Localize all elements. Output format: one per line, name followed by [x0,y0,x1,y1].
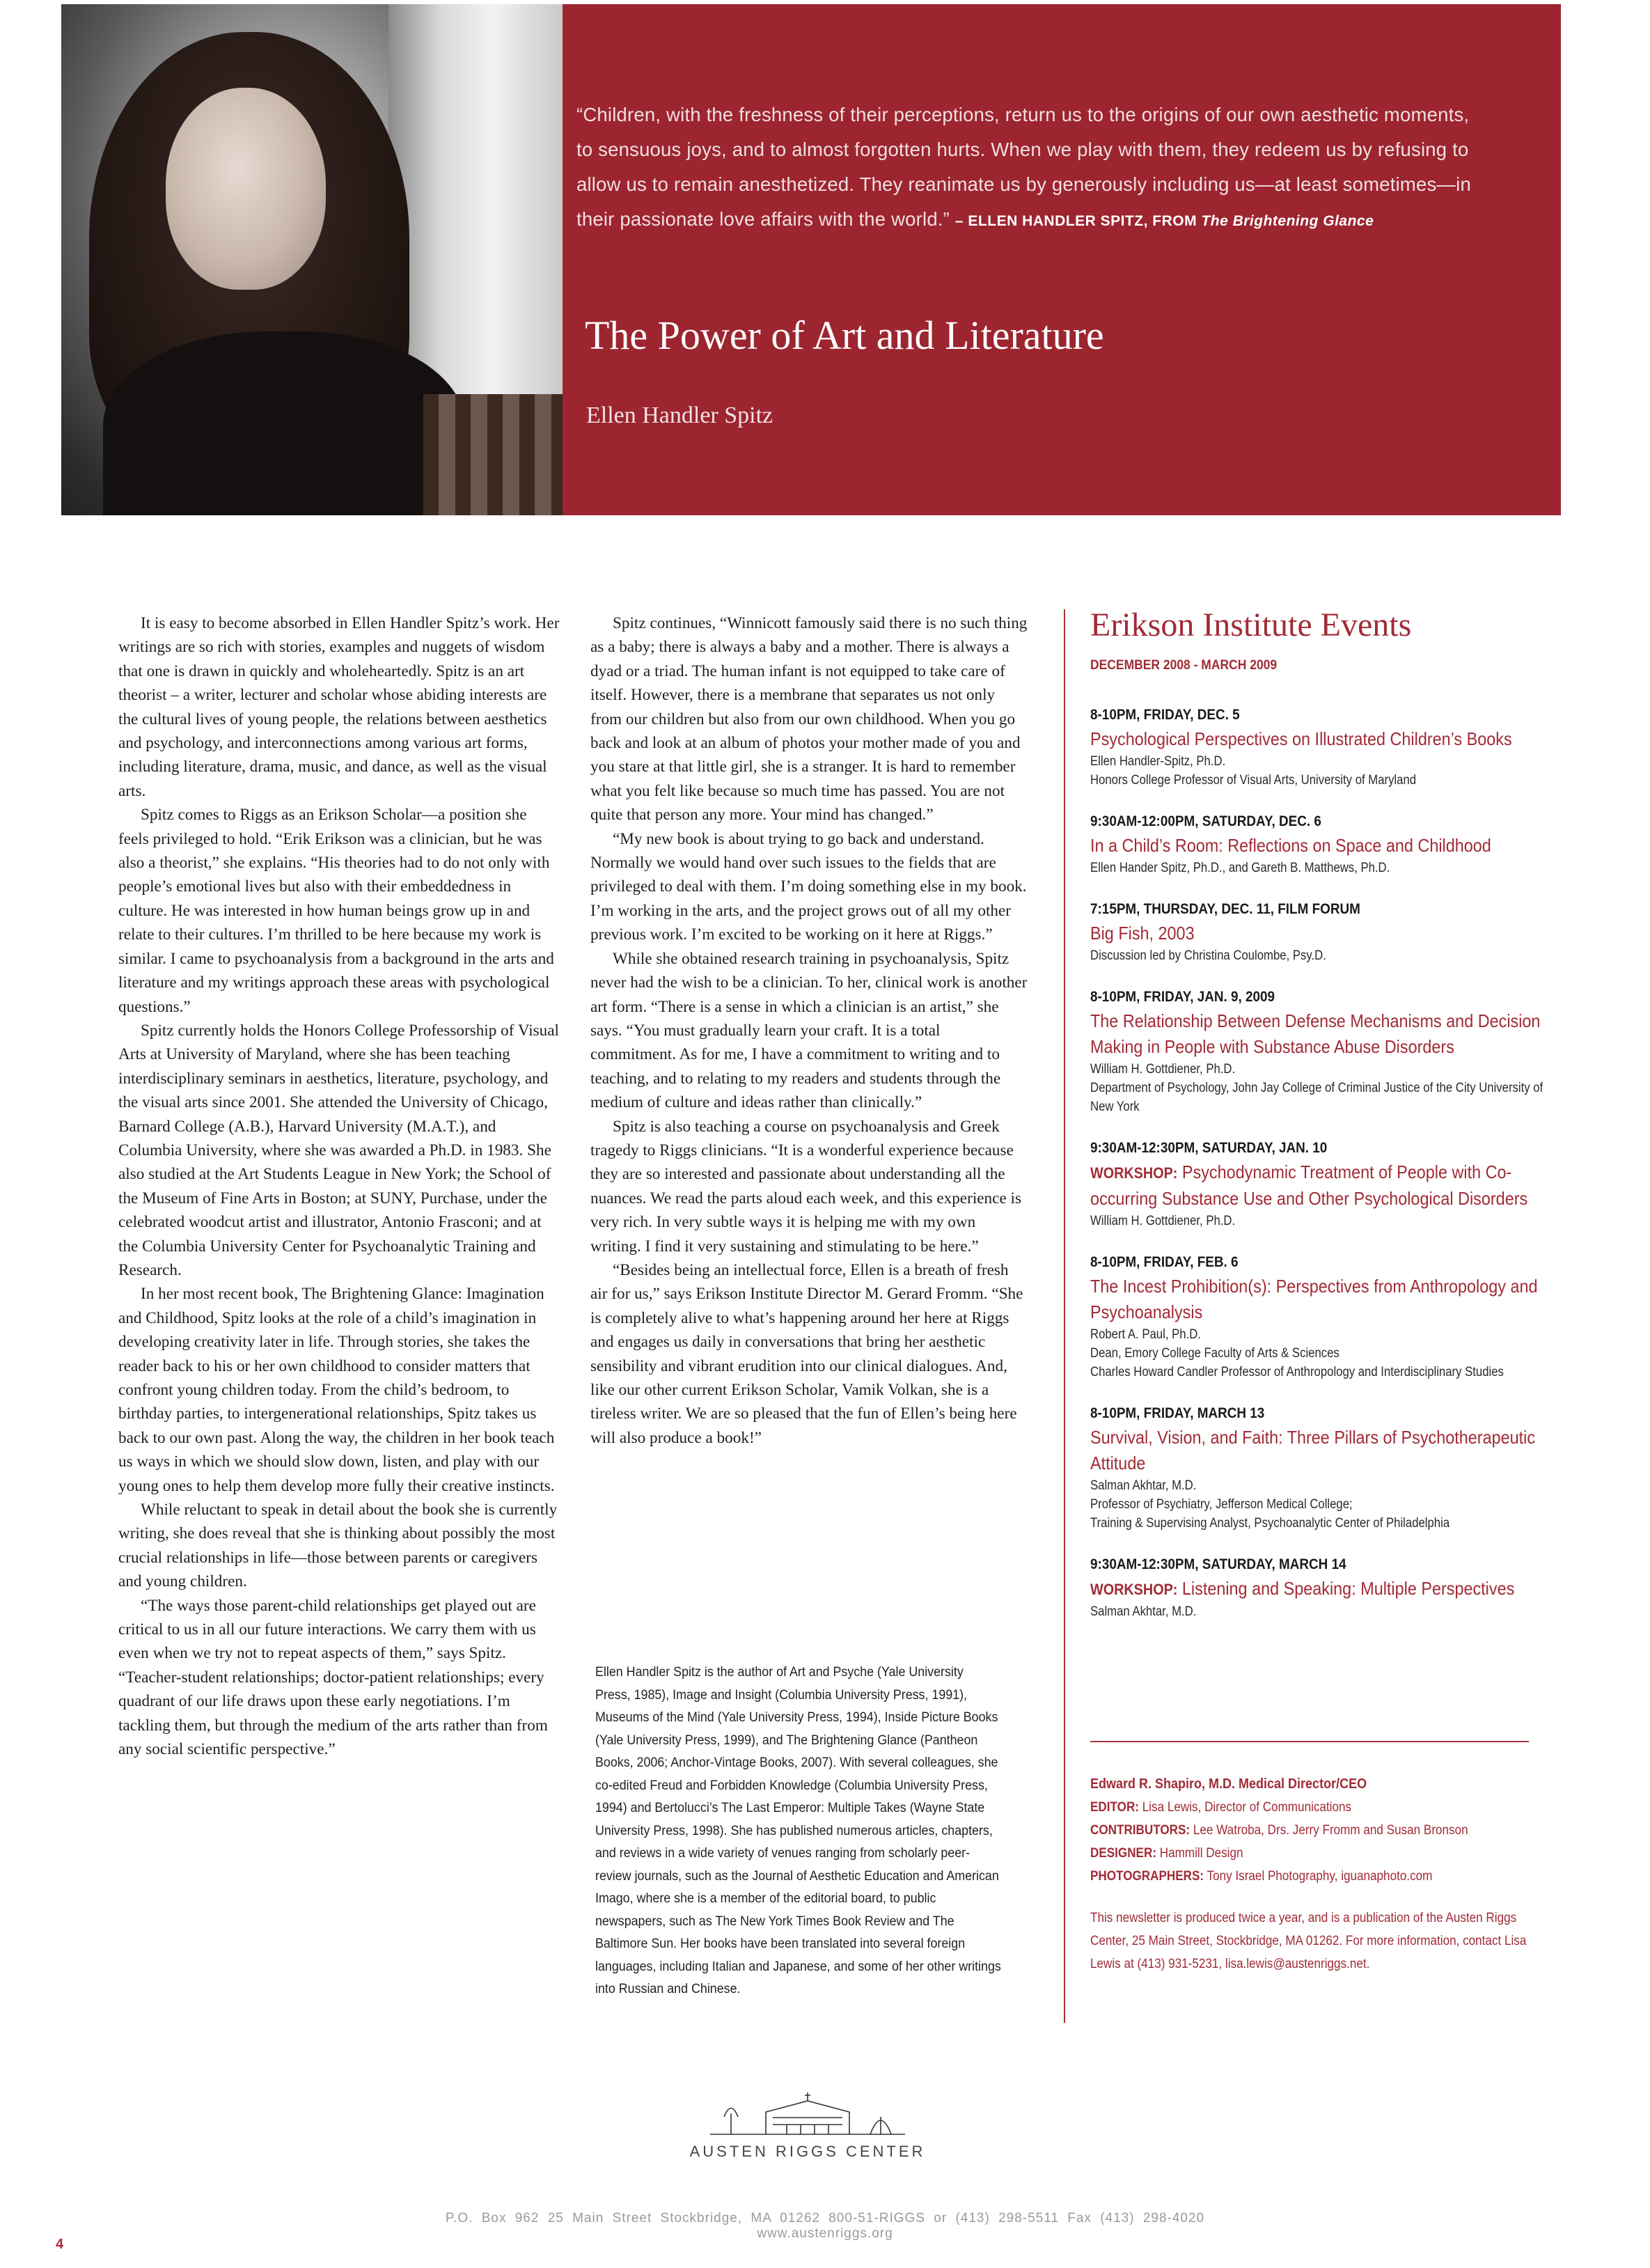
event-speaker-info: Robert A. Paul, Ph.D. [1090,1327,1201,1342]
event-list [1090,704,1564,1621]
quote-book: The Brightening Glance [1201,213,1374,229]
paragraph: “Besides being an intellectual force, Ellen is a breath of fresh air for us,” says Erikson Institute Director M. Gerard Fromm. “She is completely alive to what’s happening around her here at Riggs and engages us daily in conversations that bring her aesthetic sensibility and vibrant erudition into our clinical dialogues. And, like our other current Erikson Scholar, Vamik Volkan, she is a tireless writer. We are so pleased that the fun of Ellen’s being here will also produce a book!” [590,1260,1023,1447]
event-speaker-info: Honors College Professor of Visual Arts, University of Maryland [1090,773,1417,788]
event-title-text: In a Child’s Room: Reflections on Space and Childhood [1090,835,1491,856]
header-banner [61,4,1561,515]
paragraph: Spitz continues, “Winnicott famously said there is no such thing as a baby; there is always a baby and a mother. There is always a dyad or a triad. The human infant is not equipped to take care of itself. However, there is a membrane that separates us not only from our children but also from our own childhood. When you go back and look at an album of photos your mother made of you and you stare at that little girl, she is a stranger. It is hard to remember what you felt like because so much time has passed. You are not quite that person any more. Your mind has changed.” [590,614,1028,824]
event-name [1090,1159,1541,1212]
paragraph: While reluctant to speak in detail about the book she is currently writing, she does reveal that she is thinking about possibly the most crucial relationships in life—those between parents or caregivers and young children. [118,1501,558,1591]
event-tag: WORKSHOP: [1090,1581,1178,1598]
event-item [1090,1554,1564,1621]
event-tag: WORKSHOP: [1090,1164,1178,1182]
photo-chair [423,394,563,515]
event-name [1090,1425,1541,1476]
event-title-text: Big Fish, 2003 [1090,923,1195,944]
event-title-text: Psychological Perspectives on Illustrated Children’s Books [1090,728,1512,749]
event-time: 8-10PM, FRIDAY, DEC. 5 [1090,707,1240,723]
director-line: Edward R. Shapiro, M.D. Medical Director/CEO [1090,1776,1367,1792]
paragraph: While she obtained research training in psychoanalysis, Spitz never had the wish to be a clinician. To her, clinical work is another art form. “There is a sense in which a clinician is an artist,” she says. “You must gradually learn your craft. It is a total commitment. As for me, I have a commitment to writing and to teaching, and to relating to my readers and students through the medium of culture and ideas rather than clinically.” [590,949,1028,1112]
paragraph: “My new book is about trying to go back and understand. Normally we would hand over such issues to the fields that are privileged to deal with them. I’m doing something else in my book. I’m working in the arts, and the project grows out of all my other previous work. I’m excited to be working on it here at Riggs.” [590,829,1027,944]
event-speaker-info: Salman Akhtar, M.D. [1090,1604,1197,1619]
paragraph: Spitz is also teaching a course on psychoanalysis and Greek tragedy to Riggs clinicians. “It is a wonderful experience because they are so interested and passionate about understanding all the nuances. We read the parts aloud each week, and this experience is very rich. In very subtle ways it is helping me with my own writing. I find it very sustaining and stimulating to be here.” [590,1117,1021,1256]
banner-quote [576,97,1482,239]
publication-note: This newsletter is produced twice a year, and is a publication of the Austen Riggs Center, 25 Main Street, Stockbridge, MA 01262. For more information, contact Lisa Lewis at (413) 931-5231, lisa.lewis@austenriggs.net. [1090,1911,1527,1971]
footer-address: P.O. Box 962 25 Main Street Stockbridge, MA 01262 800-51-RIGGS or (413) 298-5511 Fax (413) 298-4020 www.austenriggs.org [445,2211,1205,2241]
event-time: 8-10PM, FRIDAY, FEB. 6 [1090,1254,1239,1270]
sidebar-divider [1064,609,1065,2023]
event-speaker-info: Charles Howard Candler Professor of Anthropology and Interdisciplinary Studies [1090,1365,1504,1379]
event-speaker-info: Ellen Handler-Spitz, Ph.D. [1090,754,1226,769]
event-item [1090,898,1564,965]
paragraph: Spitz currently holds the Honors College Professorship of Visual Arts at University of Maryland, where she has been teaching interdisciplinary seminars in aesthetics, literature, psychology, and the visual arts since 2001. She attended the University of Chicago, Barnard College (A.B.), Harvard University (M.A.T.), and Columbia University, where she was awarded a Ph.D. in 1983. She also studied at the Art Students League in New York; the School of the Museum of Fine Arts in Boston; at SUNY, Purchase, under the celebrated woodcut artist and illustrator, Antonio Frasconi; and at the Columbia University Center for Psychoanalytic Training and Research. [118,1021,559,1279]
event-title-text: Listening and Speaking: Multiple Perspectives [1181,1578,1515,1599]
event-speaker-info: Salman Akhtar, M.D. [1090,1478,1197,1493]
event-speaker-info: Professor of Psychiatry, Jefferson Medical College; [1090,1497,1353,1512]
logo-text: AUSTEN RIGGS CENTER [689,2143,926,2160]
event-item [1090,811,1564,877]
event-speaker-info: Dean, Emory College Faculty of Arts & Sciences [1090,1346,1339,1361]
event-name [1090,921,1541,946]
author-bio: Ellen Handler Spitz is the author of Art and Psyche (Yale University Press, 1985), Image and Insight (Columbia University Press, 1991), Museums of the Mind (Yale University Press, 1994), Inside Picture Books (Yale University Press, 1999), and The Brightening Glance (Pantheon Books, 2006; Anchor-Vintage Books, 2007). With several colleagues, she co-edited Freud and Forbidden Knowledge (Columbia University Press, 1994) and Bertolucci’s The Last Emperor: Multiple Takes (Wayne State University Press, 1998). She has published numerous articles, chapters, and reviews in a wide variety of venues ranging from scholarly peer-review journals, such as the Journal of Aesthetic Education and American Imago, where she is a member of the editorial board, to public newspapers, such as The New York Times Book Review and The Baltimore Sun. Her books have been translated into several foreign languages, including Italian and Japanese, and some of her other writings into Russian and Chinese. [595,1665,1001,1996]
editor-line: EDITOR: Lisa Lewis, Director of Communications [1090,1800,1352,1815]
event-name [1090,1274,1541,1325]
event-time: 7:15PM, THURSDAY, DEC. 11, FILM FORUM [1090,901,1360,917]
contributors-line: CONTRIBUTORS: Lee Watroba, Drs. Jerry Fromm and Susan Bronson [1090,1823,1468,1838]
article-title: The Power of Art and Literature [585,313,1104,358]
event-speaker-info: Discussion led by Christina Coulombe, Psy.D. [1090,948,1326,963]
event-speaker-info: Ellen Hander Spitz, Ph.D., and Gareth B. Matthews, Ph.D. [1090,861,1390,875]
event-time: 9:30AM-12:30PM, SATURDAY, MARCH 14 [1090,1556,1346,1572]
paragraph: It is easy to become absorbed in Ellen Handler Spitz’s work. Her writings are so rich with stories, examples and nuggets of wisdom that one is drawn in quickly and wholeheartedly. Spitz is an art theorist – a writer, lecturer and scholar whose abiding interests are the cultural lives of young people, the relations between aesthetics and psychology, and interconnections among various art forms, including literature, drama, music, and dance, as well as the visual arts. [118,614,560,800]
event-speaker-info: William H. Gottdiener, Ph.D. [1090,1062,1236,1077]
austen-riggs-logo-icon [703,2086,912,2141]
event-speaker-info: Department of Psychology, John Jay College of Criminal Justice of the City University of New York [1090,1081,1543,1114]
designer-line: DESIGNER: Hammill Design [1090,1846,1243,1861]
photographers-line: PHOTOGRAPHERS: Tony Israel Photography, iguanaphoto.com [1090,1869,1433,1884]
photo-body [103,331,465,515]
event-item [1090,1137,1564,1230]
event-item [1090,704,1564,790]
author-photo [61,4,563,515]
event-name [1090,833,1541,859]
event-title-text: Psychodynamic Treatment of People with Co-occurring Substance Use and Other Psychological Disorders [1090,1162,1528,1209]
event-time: 9:30AM-12:30PM, SATURDAY, JAN. 10 [1090,1140,1328,1156]
article-column-1 [118,611,560,1762]
paragraph: In her most recent book, The Brightening Glance: Imagination and Childhood, Spitz looks at the role of a child’s imagination in developing creativity later in life. Through stories, she takes the reader back to his or her own childhood to consider matters that confront young children today. From the child’s bedroom, to birthday parties, to intergenerational relationships, Spitz takes us back to our own past. Along the way, the children in her book teach us ways in which we should slow down, listen, and play with our young ones to help them develop more fully their creative instincts. [118,1285,555,1495]
events-date-range: DECEMBER 2008 - MARCH 2009 [1090,658,1278,673]
quote-attribution: – ELLEN HANDLER SPITZ, FROM The Brightening Glance [954,213,1374,229]
event-title-text: The Relationship Between Defense Mechanisms and Decision Making in People with Substance Abuse Disorders [1090,1010,1541,1057]
events-title: Erikson Institute Events [1090,607,1412,643]
event-name [1090,1576,1541,1602]
event-speaker-info: Training & Supervising Analyst, Psychoanalytic Center of Philadelphia [1090,1516,1450,1531]
event-time: 9:30AM-12:00PM, SATURDAY, DEC. 6 [1090,813,1321,829]
article-author: Ellen Handler Spitz [586,402,773,428]
event-speaker-info: William H. Gottdiener, Ph.D. [1090,1214,1236,1228]
event-name [1090,726,1541,752]
event-title-text: The Incest Prohibition(s): Perspectives from Anthropology and Psychoanalysis [1090,1276,1538,1322]
credits-block [1090,1773,1516,1888]
article-column-2 [590,611,1029,1450]
event-time: 8-10PM, FRIDAY, JAN. 9, 2009 [1090,989,1275,1005]
event-time: 8-10PM, FRIDAY, MARCH 13 [1090,1405,1265,1421]
paragraph: Spitz comes to Riggs as an Erikson Scholar—a position she feels privileged to hold. “Erik Erikson was a clinician, but he was also a theorist,” she explains. “His theories had to do not only with people’s emotional lives but also with their embeddedness in culture. He was interested in how human beings grow up in and relate to their cultures. I’m thrilled to be here because my work is similar. I came to psychoanalysis from a background in the arts and literature and my writings approach these areas with psychological questions.” [118,806,554,1016]
credits-divider [1090,1741,1529,1742]
quote-text: “Children, with the freshness of their perceptions, return us to the origins of our own aesthetic moments, to sensuous joys, and to almost forgotten hurts. When we play with them, they redeem us by refusing to allow us to remain anesthetized. They reanimate us by generously including us—at least sometimes—in their passionate love affairs with the world.” [576,104,1471,230]
events-sidebar [1090,606,1564,1642]
event-item [1090,1402,1564,1533]
paragraph: “The ways those parent-child relationships get played out are critical to us in all our future interactions. We carry them with us even when we try not to repeat aspects of them,” says Spitz. “Teacher-student relationships; doctor-patient relationships; every quadrant of our life draws upon these early negotiations. I’m tackling them, but through the medium of the arts rather than from any social scientific perspective.” [118,1596,548,1759]
event-item [1090,1251,1564,1382]
page-number: 4 [56,2237,64,2252]
photo-face [166,88,326,290]
event-item [1090,986,1564,1116]
event-title-text: Survival, Vision, and Faith: Three Pillars of Psychotherapeutic Attitude [1090,1427,1536,1473]
event-name [1090,1008,1541,1060]
